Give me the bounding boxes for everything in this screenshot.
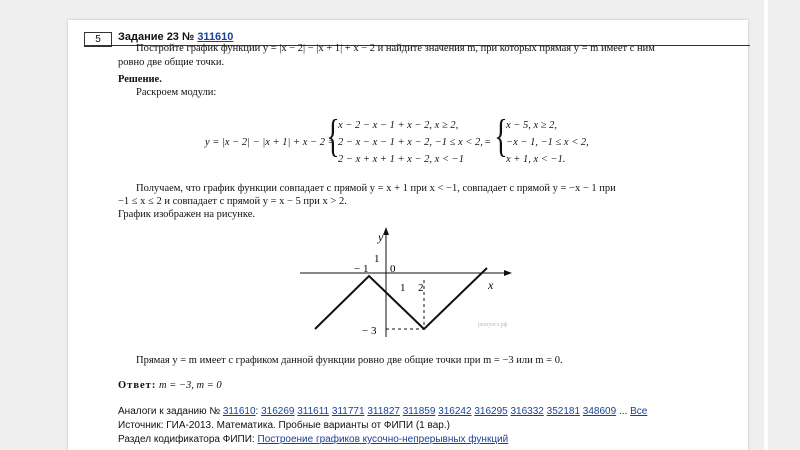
watermark: решуогэ.рф [478,322,508,328]
left-brace: { [326,110,340,161]
right-brace: { [494,110,508,161]
analog-link[interactable]: 316332 [510,406,544,417]
solution-intro: Раскроем модули: [136,87,217,98]
analog-link[interactable]: 311611 [297,406,330,417]
solution-heading: Решение. [118,74,162,85]
source-line: Источник: ГИА-2013. Математика. Пробные варианты от ФИПИ (1 вар.) [118,420,450,431]
analog-main-link[interactable]: 311610 [222,406,256,417]
system-mid-3: 2 − x + x + 1 + x − 2, x < −1 [338,154,464,165]
y-tick-1: 1 [374,253,380,265]
y-axis-arrow [383,227,389,235]
x-tick-neg1: − 1 [354,263,369,275]
system-lhs: y = |x − 2| − |x + 1| + x − 2 = [205,137,335,148]
system-mid-1: x − 2 − x − 1 + x − 2, x ≥ 2, [338,120,459,131]
analog-link[interactable]: 311771 [331,406,365,417]
system-right-1: x − 5, x ≥ 2, [506,120,558,131]
analog-link[interactable]: 311827 [367,406,400,417]
solution-p1: Получаем, что график функции совпадает с прямой y = x + 1 при x < −1, совпадает с прямой y = −x − 1 при [136,183,616,194]
analog-link[interactable]: 316295 [474,406,508,417]
x-tick-1: 1 [400,282,406,294]
analogs-line: Аналоги к заданию № 311610: 316269 311611 311771 311827 311859 316242 316295 316332 352181 348609 ... Все [118,406,648,417]
answer-line [118,379,222,392]
all-analogs-link[interactable]: Все [630,406,648,417]
answer-value: m = −3, m = 0 [158,380,222,391]
analog-link[interactable]: 348609 [582,406,617,417]
system-right-2: −x − 1, −1 ≤ x < 2, [506,137,589,148]
system-eq: = [484,137,492,148]
problem-line-2: ровно две общие точки. [118,57,225,68]
solution-p2: −1 ≤ x ≤ 2 и совпадает с прямой y = x − 5 при x > 2. [118,196,347,207]
solution-p3: График изображен на рисунке. [118,209,255,220]
x-tick-2: 2 [418,282,424,294]
analog-link[interactable]: 316242 [438,406,472,417]
function-polyline [315,268,487,329]
analog-link[interactable]: 352181 [546,406,581,417]
origin-label: 0 [390,263,396,275]
scroll-rail [764,0,768,450]
function-graph [300,225,530,340]
x-axis-arrow [504,270,512,276]
answer-label: Ответ: [118,380,157,391]
codifier-label: Раздел кодификатора ФИПИ: [118,434,255,445]
system-right-3: x + 1, x < −1. [506,154,566,165]
system-mid-2: 2 − x − x − 1 + x − 2, −1 ≤ x < 2, [338,137,483,148]
codifier-link[interactable]: Построение графиков кусочно-непрерывных функций [257,434,509,445]
x-axis-label: x [488,278,494,292]
task-id-link[interactable]: 311610 [197,31,234,43]
analogs-label: Аналоги к заданию № [118,406,221,417]
problem-line-1: Постройте график функции y = |x − 2| − |x + 1| + x − 2 и найдите значения m, при которых прямая y = m имеет с ним [136,43,655,54]
solution-p4: Прямая y = m имеет с графиком данной функции ровно две общие точки при m = −3 или m = 0. [136,355,563,366]
y-axis-label: y [378,230,384,244]
codifier-line [118,433,508,446]
analog-link[interactable]: 311859 [402,406,436,417]
analog-link[interactable]: 316269 [261,406,295,417]
y-tick-neg3: − 3 [362,325,377,337]
task-number-box: 5 [84,32,112,47]
task-label: Задание 23 № [118,31,195,43]
